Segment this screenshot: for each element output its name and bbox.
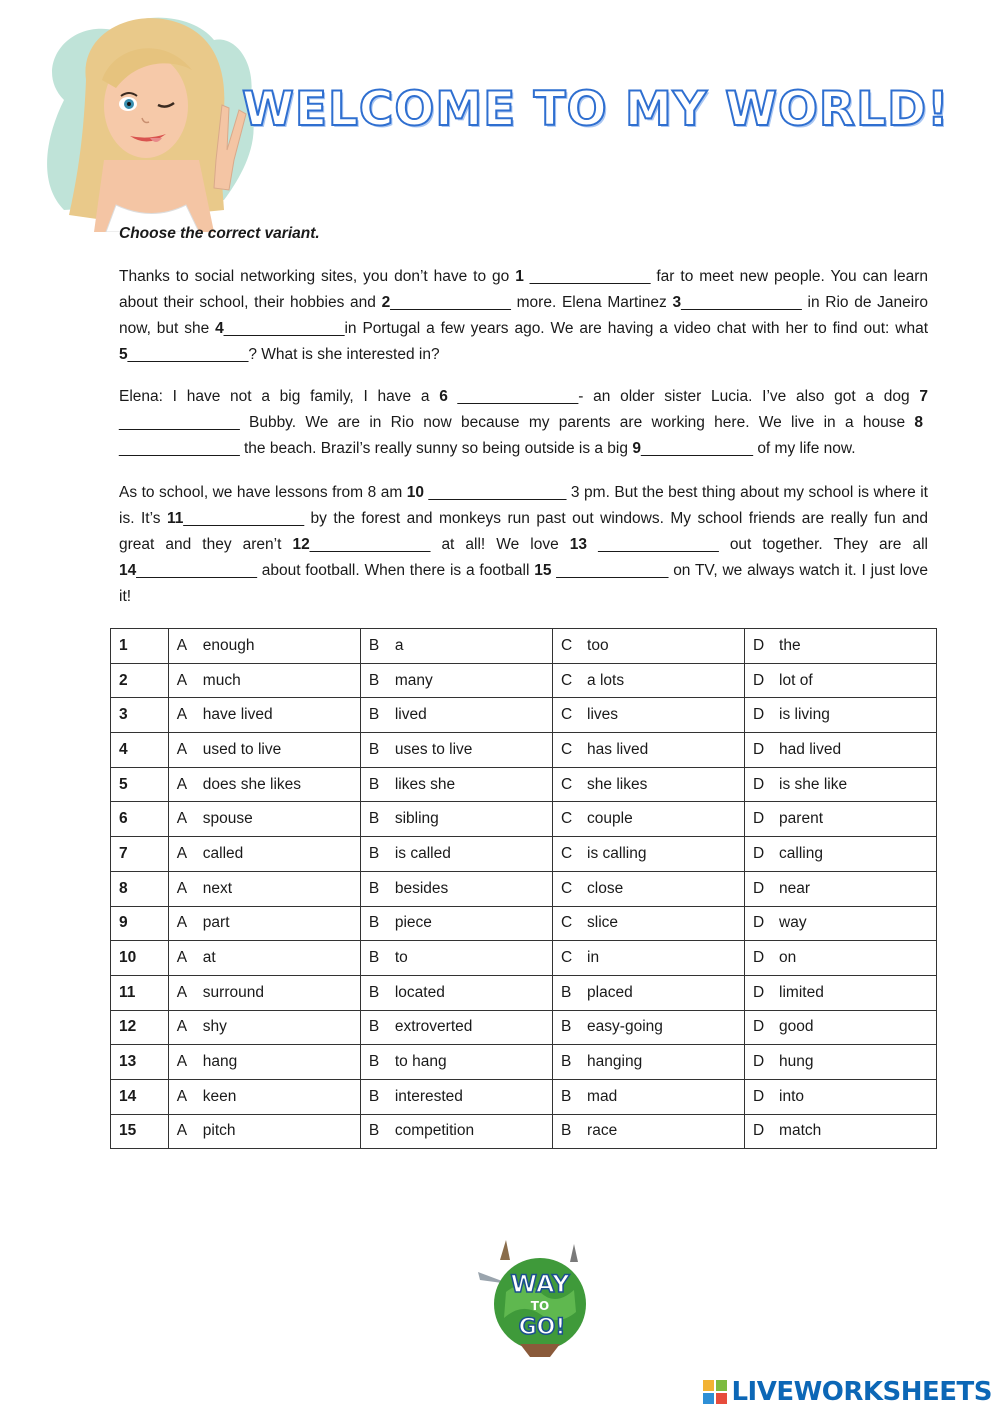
- option-text: sibling: [394, 810, 439, 828]
- option-letter: D: [753, 671, 765, 689]
- answer-option-a[interactable]: [168, 698, 360, 733]
- option-text: is called: [394, 844, 451, 862]
- option-text: hung: [779, 1053, 814, 1071]
- option-letter: A: [176, 1122, 188, 1140]
- option-row: [111, 1010, 937, 1045]
- option-text: lives: [587, 706, 619, 724]
- option-letter: D: [753, 706, 765, 724]
- answer-option-b[interactable]: [360, 698, 552, 733]
- paragraph-2: Elena: I have not a big family, I have a 6 ______________- an older sister Lucia. I’ve also got a dog 7 ______________ Bubby. We are in Rio now because my parents are working here. We live in a house 8 ______________ the beach. Brazil’s really sunny so being outside is a big 9_____________ of my life now.: [119, 388, 928, 457]
- option-letter: C: [561, 879, 573, 897]
- option-text: lot of: [779, 671, 813, 689]
- badge-word-to: TO: [530, 1299, 550, 1313]
- option-letter: C: [561, 740, 573, 758]
- option-text: is living: [779, 706, 830, 724]
- option-text: is she like: [779, 775, 848, 793]
- option-text: in: [587, 949, 600, 967]
- answer-blank[interactable]: ______________: [681, 294, 808, 311]
- option-text: have lived: [202, 706, 273, 724]
- option-text: had lived: [779, 740, 842, 758]
- answer-option-c[interactable]: [553, 698, 745, 733]
- option-letter: C: [561, 844, 573, 862]
- option-text: slice: [587, 914, 619, 932]
- answer-option-a[interactable]: [168, 733, 360, 768]
- answer-option-c[interactable]: [553, 629, 745, 664]
- answer-option-a[interactable]: [168, 837, 360, 872]
- option-letter: B: [561, 1053, 572, 1071]
- question-number: 4: [111, 733, 169, 768]
- answer-blank[interactable]: ______________: [309, 536, 442, 553]
- option-letter: D: [753, 914, 765, 932]
- answer-option-b[interactable]: [360, 1045, 552, 1080]
- option-letter: A: [176, 1018, 188, 1036]
- logo-square: [716, 1380, 727, 1391]
- option-letter: A: [176, 1087, 188, 1105]
- answer-option-d[interactable]: [745, 698, 937, 733]
- option-row: [111, 802, 937, 837]
- answer-option-c[interactable]: [553, 802, 745, 837]
- option-row: [111, 1114, 937, 1149]
- option-text: to: [394, 949, 408, 967]
- answer-option-d[interactable]: [745, 837, 937, 872]
- answer-option-d[interactable]: [745, 733, 937, 768]
- option-letter: D: [753, 949, 765, 967]
- answer-blank[interactable]: ______________: [136, 562, 262, 579]
- option-text: does she likes: [202, 775, 302, 793]
- option-text: on: [779, 949, 797, 967]
- question-number: 1: [111, 629, 169, 664]
- option-text: limited: [779, 983, 824, 1001]
- option-text: enough: [202, 636, 255, 654]
- option-letter: B: [368, 810, 380, 828]
- answer-option-b[interactable]: [360, 1079, 552, 1114]
- answer-option-a[interactable]: [168, 871, 360, 906]
- option-letter: A: [176, 983, 188, 1001]
- option-letter: D: [753, 1087, 765, 1105]
- answer-option-d[interactable]: [745, 1010, 937, 1045]
- option-row: [111, 871, 937, 906]
- option-letter: D: [753, 636, 765, 654]
- answer-option-a[interactable]: [168, 941, 360, 976]
- answer-blank[interactable]: ______________: [390, 294, 517, 311]
- option-text: couple: [587, 810, 633, 828]
- option-text: race: [587, 1122, 618, 1140]
- option-text: a: [394, 636, 404, 654]
- girl-illustration: [24, 10, 264, 232]
- answer-blank[interactable]: ________________: [424, 484, 571, 501]
- badge-word-go: GO!: [518, 1315, 566, 1340]
- question-number: 7: [111, 837, 169, 872]
- option-text: used to live: [202, 740, 282, 758]
- option-row: [111, 1079, 937, 1114]
- answer-option-c[interactable]: [553, 733, 745, 768]
- option-letter: D: [753, 983, 765, 1001]
- option-letter: B: [368, 1087, 380, 1105]
- answer-option-b[interactable]: [360, 941, 552, 976]
- way-to-go-badge: [470, 1232, 610, 1362]
- answer-option-c[interactable]: [553, 906, 745, 941]
- answer-option-a[interactable]: [168, 1010, 360, 1045]
- instruction-text: Choose the correct variant.: [119, 225, 320, 242]
- question-number: 11: [111, 975, 169, 1010]
- option-text: spouse: [202, 810, 253, 828]
- option-letter: C: [561, 810, 573, 828]
- answer-blank[interactable]: _____________: [640, 440, 758, 457]
- paragraph-1: Thanks to social networking sites, you don’t have to go 1 ______________ far to meet new people. You can learn about their school, their hobbies and 2______________ more. Elena Martinez 3______________ in Rio de Janeiro now, but she 4______________in Portugal a few years ago. We are having a video chat with her to find out: what 5______________? What is she interested in?: [119, 268, 929, 363]
- answer-option-d[interactable]: [745, 629, 937, 664]
- option-text: close: [587, 879, 624, 897]
- option-letter: A: [176, 949, 188, 967]
- option-text: is calling: [587, 844, 647, 862]
- option-letter: A: [176, 671, 188, 689]
- answer-option-b[interactable]: [360, 802, 552, 837]
- option-letter: B: [368, 740, 380, 758]
- answer-blank[interactable]: _____________: [551, 562, 674, 579]
- option-letter: B: [368, 706, 380, 724]
- option-letter: B: [368, 1122, 380, 1140]
- option-text: lived: [394, 706, 427, 724]
- option-letter: D: [753, 1122, 765, 1140]
- answer-option-d[interactable]: [745, 871, 937, 906]
- answer-option-a[interactable]: [168, 1114, 360, 1149]
- question-number: 5: [111, 767, 169, 802]
- logo-square: [716, 1393, 727, 1404]
- answer-option-b[interactable]: [360, 1010, 552, 1045]
- option-text: interested: [394, 1087, 463, 1105]
- answer-blank[interactable]: ______________: [119, 440, 244, 457]
- logo-grid-icon: [703, 1380, 727, 1404]
- answer-option-b[interactable]: [360, 1114, 552, 1149]
- option-letter: A: [176, 914, 188, 932]
- option-text: shy: [202, 1018, 227, 1036]
- option-text: many: [394, 671, 433, 689]
- option-letter: A: [176, 1053, 188, 1071]
- option-text: easy-going: [587, 1018, 663, 1036]
- option-letter: B: [561, 1018, 572, 1036]
- answer-option-b[interactable]: [360, 629, 552, 664]
- option-row: [111, 975, 937, 1010]
- option-text: keen: [202, 1087, 237, 1105]
- option-letter: A: [176, 706, 188, 724]
- answer-option-d[interactable]: [745, 767, 937, 802]
- option-letter: B: [561, 1122, 572, 1140]
- question-number: 8: [111, 871, 169, 906]
- option-text: likes she: [394, 775, 456, 793]
- question-number: 2: [111, 663, 169, 698]
- answer-option-b[interactable]: [360, 767, 552, 802]
- question-number: 14: [111, 1079, 169, 1114]
- badge-word-way: WAY: [510, 1270, 570, 1298]
- option-letter: A: [176, 844, 188, 862]
- answer-option-a[interactable]: [168, 975, 360, 1010]
- answer-blank[interactable]: ______________: [447, 388, 579, 405]
- option-text: at: [202, 949, 216, 967]
- option-text: extroverted: [394, 1018, 473, 1036]
- option-text: she likes: [587, 775, 648, 793]
- option-letter: A: [176, 879, 188, 897]
- answer-option-c[interactable]: [553, 837, 745, 872]
- option-text: parent: [779, 810, 823, 828]
- option-text: uses to live: [394, 740, 473, 758]
- answer-option-c[interactable]: [553, 767, 745, 802]
- question-number: 3: [111, 698, 169, 733]
- option-letter: D: [753, 740, 765, 758]
- answer-blank[interactable]: ______________: [119, 414, 249, 431]
- option-row: [111, 837, 937, 872]
- answer-option-d[interactable]: [745, 1114, 937, 1149]
- question-number: 13: [111, 1045, 169, 1080]
- answer-option-b[interactable]: [360, 663, 552, 698]
- answer-blank[interactable]: ______________: [523, 268, 657, 285]
- option-letter: C: [561, 636, 573, 654]
- brand-name: LIVEWORKSHEETS: [731, 1377, 992, 1407]
- answer-option-b[interactable]: [360, 906, 552, 941]
- answer-option-a[interactable]: [168, 629, 360, 664]
- option-letter: D: [753, 879, 765, 897]
- answer-option-c[interactable]: [553, 1045, 745, 1080]
- option-letter: D: [753, 1053, 765, 1071]
- option-text: mad: [587, 1087, 618, 1105]
- option-text: next: [202, 879, 233, 897]
- option-text: near: [779, 879, 811, 897]
- option-letter: B: [368, 671, 380, 689]
- option-text: hanging: [587, 1053, 643, 1071]
- option-row: [111, 906, 937, 941]
- option-text: to hang: [394, 1053, 447, 1071]
- option-text: way: [779, 914, 807, 932]
- question-number: 12: [111, 1010, 169, 1045]
- option-letter: B: [368, 1018, 380, 1036]
- option-text: called: [202, 844, 244, 862]
- option-letter: B: [368, 844, 380, 862]
- option-letter: A: [176, 636, 188, 654]
- answer-option-d[interactable]: [745, 941, 937, 976]
- answer-option-c[interactable]: [553, 941, 745, 976]
- option-letter: D: [753, 844, 765, 862]
- option-letter: D: [753, 810, 765, 828]
- answer-option-c[interactable]: [553, 1079, 745, 1114]
- answer-option-d[interactable]: [745, 906, 937, 941]
- option-row: [111, 941, 937, 976]
- option-text: too: [587, 636, 609, 654]
- paragraph-3: As to school, we have lessons from 8 am 10 ________________ 3 pm. But the best thing about my school is where it is. It’s 11______________ by the forest and monkeys run past out windows. My school friends are really fun and great and they aren’t 12______________ at all! We love 13 ______________ out together. They are all 14______________ about football. When there is a football 15 _____________ on TV, we always watch it. I just love it!: [119, 484, 929, 605]
- answer-option-c[interactable]: [553, 1114, 745, 1149]
- option-letter: D: [753, 1018, 765, 1036]
- answer-option-c[interactable]: [553, 871, 745, 906]
- option-letter: C: [561, 949, 573, 967]
- option-letter: B: [368, 636, 380, 654]
- answer-option-d[interactable]: [745, 975, 937, 1010]
- option-text: the: [779, 636, 801, 654]
- option-row: [111, 698, 937, 733]
- option-text: a lots: [587, 671, 625, 689]
- options-table: [110, 628, 937, 1149]
- option-letter: B: [368, 879, 380, 897]
- liveworksheets-logo[interactable]: [703, 1377, 992, 1407]
- option-text: much: [202, 671, 241, 689]
- option-letter: B: [561, 983, 572, 1001]
- option-letter: D: [753, 775, 765, 793]
- answer-option-c[interactable]: [553, 663, 745, 698]
- answer-option-d[interactable]: [745, 1045, 937, 1080]
- option-letter: C: [561, 671, 573, 689]
- answer-option-c[interactable]: [553, 1010, 745, 1045]
- option-text: besides: [394, 879, 449, 897]
- option-text: placed: [587, 983, 633, 1001]
- question-number: 15: [111, 1114, 169, 1149]
- option-text: match: [779, 1122, 822, 1140]
- answer-option-d[interactable]: [745, 663, 937, 698]
- option-text: piece: [394, 914, 432, 932]
- answer-option-a[interactable]: [168, 1045, 360, 1080]
- answer-blank[interactable]: ______________: [183, 510, 311, 527]
- answer-option-b[interactable]: [360, 733, 552, 768]
- answer-option-a[interactable]: [168, 1079, 360, 1114]
- option-text: pitch: [202, 1122, 236, 1140]
- answer-option-d[interactable]: [745, 802, 937, 837]
- option-letter: A: [176, 810, 188, 828]
- answer-option-c[interactable]: [553, 975, 745, 1010]
- answer-option-b[interactable]: [360, 975, 552, 1010]
- logo-square: [703, 1393, 714, 1404]
- option-letter: A: [176, 740, 188, 758]
- option-text: competition: [394, 1122, 475, 1140]
- option-text: calling: [779, 844, 823, 862]
- option-row: [111, 1045, 937, 1080]
- option-text: surround: [202, 983, 264, 1001]
- question-number: 10: [111, 941, 169, 976]
- answer-option-a[interactable]: [168, 906, 360, 941]
- answer-option-a[interactable]: [168, 663, 360, 698]
- option-letter: C: [561, 914, 573, 932]
- answer-blank[interactable]: ______________: [127, 346, 249, 363]
- option-text: part: [202, 914, 230, 932]
- option-letter: B: [368, 983, 380, 1001]
- option-row: [111, 733, 937, 768]
- option-letter: A: [176, 775, 188, 793]
- option-text: hang: [202, 1053, 238, 1071]
- answer-option-b[interactable]: [360, 871, 552, 906]
- option-text: has lived: [587, 740, 649, 758]
- option-text: into: [779, 1087, 805, 1105]
- question-number: 6: [111, 802, 169, 837]
- answer-blank[interactable]: ______________: [223, 320, 345, 337]
- question-number: 9: [111, 906, 169, 941]
- option-text: located: [394, 983, 445, 1001]
- option-letter: B: [368, 1053, 380, 1071]
- option-letter: C: [561, 706, 573, 724]
- answer-option-a[interactable]: [168, 767, 360, 802]
- answer-option-d[interactable]: [745, 1079, 937, 1114]
- option-row: [111, 767, 937, 802]
- page-title: WELCOME TO MY WORLD!: [242, 82, 950, 137]
- answer-option-a[interactable]: [168, 802, 360, 837]
- logo-square: [703, 1380, 714, 1391]
- answer-option-b[interactable]: [360, 837, 552, 872]
- option-letter: B: [561, 1087, 572, 1105]
- option-letter: B: [368, 914, 380, 932]
- option-text: good: [779, 1018, 814, 1036]
- option-letter: B: [368, 949, 380, 967]
- option-row: [111, 663, 937, 698]
- option-row: [111, 629, 937, 664]
- answer-blank[interactable]: ______________: [587, 536, 730, 553]
- option-letter: B: [368, 775, 380, 793]
- option-letter: C: [561, 775, 573, 793]
